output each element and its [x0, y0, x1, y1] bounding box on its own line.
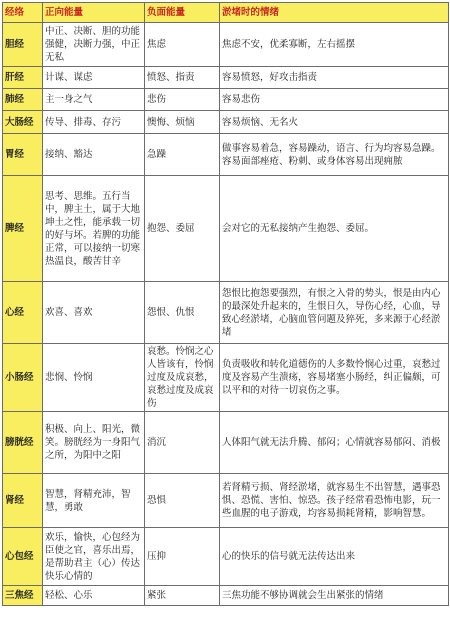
positive-cell: 智慧，肾精充沛，智慧，勇敢 — [43, 474, 145, 528]
header-positive-energy: 正向能量 — [43, 3, 145, 23]
table-row — [3, 89, 449, 111]
negative-cell: 悲伤 — [145, 89, 220, 111]
emotion-cell: 心的快乐的信号就无法传达出来 — [220, 528, 449, 586]
positive-cell: 轻松、心乐 — [43, 586, 145, 606]
emotion-cell: 人体阳气就无法升腾、郁闷；心情就容易郁闷、消极 — [220, 412, 449, 474]
positive-cell: 积极、向上、阳光，微笑。膀胱经为一身阳气之所，为阳中之阳 — [43, 412, 145, 474]
negative-cell: 抱怨、委屈 — [145, 176, 220, 282]
meridian-name: 肝经 — [3, 67, 43, 89]
table-row — [3, 586, 449, 606]
header-row — [3, 3, 449, 23]
meridian-name: 膀胱经 — [3, 412, 43, 474]
meridian-name: 脾经 — [3, 176, 43, 282]
negative-cell: 懊悔、烦恼 — [145, 111, 220, 134]
table-row — [3, 528, 449, 586]
emotion-cell: 负责吸收和转化道德伤的人多数怜悯心过重，哀愁过度及容易产生溃疡，容易堵塞小肠经，纠正偏颇，可以平和的对待一切哀伤之事。 — [220, 344, 449, 412]
positive-cell: 接纳、豁达 — [43, 134, 145, 176]
negative-cell: 哀愁。怜悯之心人皆该有，怜悯过度及成哀愁，哀愁过度及成哀伤 — [145, 344, 220, 412]
meridian-name: 心包经 — [3, 528, 43, 586]
meridian-name: 胃经 — [3, 134, 43, 176]
header-meridian: 经络 — [3, 3, 43, 23]
emotion-cell: 怨恨比抱怨要强烈，有恨之入骨的势头，恨是由内心的最深处升起来的，生恨日久，导伤心经，心血，导致心经淤堵，心脑血管问题及猝死，多来源于心经淤堵 — [220, 282, 449, 344]
meridian-name: 大肠经 — [3, 111, 43, 134]
table-row — [3, 176, 449, 282]
emotion-cell: 若肾精亏损、肾经淤堵，就容易生不出智慧，遇事恐惧、恐慌、害怕、惊恐。孩子经常看恐怖电影，玩一些血腥的电子游戏，均容易损耗肾精，影响智慧。 — [220, 474, 449, 528]
meridian-name: 心经 — [3, 282, 43, 344]
emotion-cell: 容易烦恼、无名火 — [220, 111, 449, 134]
positive-cell: 中正、决断、胆的功能强健，决断力强，中正无私 — [43, 23, 145, 67]
meridian-name: 胆经 — [3, 23, 43, 67]
meridian-name: 肾经 — [3, 474, 43, 528]
negative-cell: 急躁 — [145, 134, 220, 176]
positive-cell: 欢乐，愉快，心包经为臣使之官，喜乐出焉，是帮助君主（心）传达快乐心情的 — [43, 528, 145, 586]
positive-cell: 悲悯、怜悯 — [43, 344, 145, 412]
negative-cell: 压抑 — [145, 528, 220, 586]
positive-cell: 计谋、谋虑 — [43, 67, 145, 89]
meridian-name: 三焦经 — [3, 586, 43, 606]
emotion-cell: 会对它的无私接纳产生抱怨、委屈。 — [220, 176, 449, 282]
table-row — [3, 412, 449, 474]
negative-cell: 恐惧 — [145, 474, 220, 528]
meridian-emotion-table — [2, 2, 449, 606]
emotion-cell: 做事容易着急，容易躁动，语言、行为均容易急躁。容易面部痤疮、粉刺、或身体容易出现痈脓 — [220, 134, 449, 176]
table-row — [3, 111, 449, 134]
positive-cell: 欢喜、喜欢 — [43, 282, 145, 344]
positive-cell: 主一身之气 — [43, 89, 145, 111]
table-row — [3, 134, 449, 176]
positive-cell: 传导、排毒、存污 — [43, 111, 145, 134]
negative-cell: 紧张 — [145, 586, 220, 606]
negative-cell: 焦虑 — [145, 23, 220, 67]
emotion-cell: 焦虑不安，优柔寡断，左右摇摆 — [220, 23, 449, 67]
negative-cell: 愤怒、指责 — [145, 67, 220, 89]
table-row — [3, 67, 449, 89]
positive-cell: 思考、思维。五行当中，脾主土，属于大地坤土之性，能承载一切的好与坏。若脾的功能正常，可以接纳一切寒热温良，酸苦甘辛 — [43, 176, 145, 282]
emotion-cell: 容易愤怒，好攻击指责 — [220, 67, 449, 89]
table-row — [3, 344, 449, 412]
meridian-name: 肺经 — [3, 89, 43, 111]
negative-cell: 怨恨、仇恨 — [145, 282, 220, 344]
negative-cell: 消沉 — [145, 412, 220, 474]
emotion-cell: 三焦功能不够协调就会生出紧张的情绪 — [220, 586, 449, 606]
meridian-name: 小肠经 — [3, 344, 43, 412]
header-blocked-emotion: 淤堵时的情绪 — [220, 3, 449, 23]
table-row — [3, 282, 449, 344]
header-negative-energy: 负面能量 — [145, 3, 220, 23]
table-row — [3, 474, 449, 528]
emotion-cell: 容易悲伤 — [220, 89, 449, 111]
table-row — [3, 23, 449, 67]
